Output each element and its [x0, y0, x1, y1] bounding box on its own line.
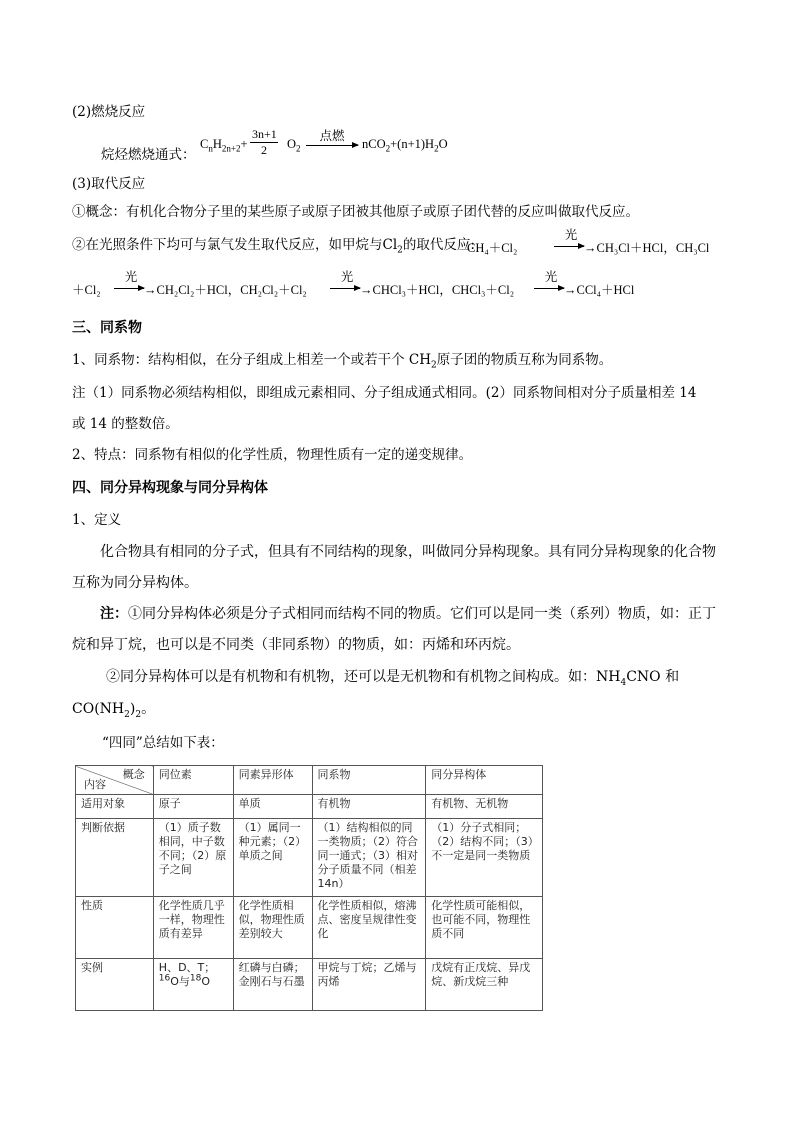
table-header: 同位素 — [153, 766, 233, 795]
rxn4-right: →CCl₄＋HCl — [564, 283, 635, 297]
rxn3-line — [330, 288, 360, 289]
table-cell: （1）属同一种元素；（2）单质之间 — [233, 819, 312, 897]
rxn3-right: →CHCl₃＋HCl，CHCl₃＋Cl₂ — [360, 283, 515, 297]
isomer-note-a1: 注：①同分异构体必须是分子式相同而结构不同的物质。它们可以是同一类（系列）物质，如：正丁 — [100, 606, 716, 622]
table-cell: （1）分子式相同；（2）结构不同；（3）不一定是同一类物质 — [426, 819, 543, 897]
table-row — [76, 819, 543, 897]
isomer-note-a2: 烷和异丁烷，也可以是不同类（非同系物）的物质，如：丙烯和环丙烷。 — [72, 637, 520, 653]
combustion-reactant: $C_nH_{2n+2}+$ — [200, 137, 248, 154]
combustion-condition: 点燃 — [319, 128, 345, 143]
table-row — [76, 897, 543, 959]
table-cell: H、D、T； $^{16}$O与$^{18}$O — [153, 959, 233, 1011]
homolog-note-2: 或 14 的整数倍。 — [72, 416, 179, 432]
table-header: 同分异构体 — [426, 766, 543, 795]
row-label: 判断依据 — [76, 819, 154, 897]
isomer-definition-1: 化合物具有相同的分子式，但具有不同结构的现象，叫做同分异构现象。具有同分异构现象的化合物 — [100, 544, 716, 560]
rxn2-line — [114, 288, 144, 289]
isomer-definition-title: 1、定义 — [72, 512, 122, 528]
table-cell: 化学性质相似，物理性质差别较大 — [233, 897, 312, 959]
rxn2-left: ＋Cl₂ — [72, 283, 101, 297]
table-cell: 化学性质几乎一样，物理性质有差异 — [153, 897, 233, 959]
substitution-intro: ②在光照条件下均可与氯气发生取代反应，如甲烷与$Cl_2$的取代反应: — [72, 237, 475, 256]
table-header: 同素异形体 — [233, 766, 312, 795]
summary-caption: “四同”总结如下表： — [102, 735, 224, 751]
rxn4-condition: 光 — [544, 269, 558, 284]
combustion-oxygen: $O_2$ — [287, 137, 301, 154]
table-cell: （1）结构相似的同一类物质；（2）符合同一通式；（3）相对分子质量不同（相差14n） — [312, 819, 426, 897]
rxn4-line — [534, 288, 564, 289]
table-row — [76, 795, 543, 819]
table-cell: 红磷与白磷；金刚石与石墨 — [233, 959, 312, 1011]
table-cell: 化学性质可能相似，也可能不同，物理性质不同 — [426, 897, 543, 959]
combustion-products: $nCO_2+(n+1)H_2O$ — [362, 137, 448, 154]
row-label: 性质 — [76, 897, 154, 959]
rxn2-condition: 光 — [124, 269, 138, 284]
table-cell: 单质 — [233, 795, 312, 819]
combustion-heading: (2)燃烧反应 — [72, 104, 146, 120]
table-cell: 原子 — [153, 795, 233, 819]
rxn3-condition: 光 — [340, 269, 354, 284]
isomer-definition-2: 互称为同分异构体。 — [72, 575, 198, 591]
substitution-concept: ①概念：有机化合物分子里的某些原子或原子团被其他原子或原子团代替的反应叫做取代反应。 — [72, 204, 639, 220]
rxn1-left: CH₄＋Cl₂ — [467, 241, 518, 255]
four-same-table — [75, 765, 543, 1011]
rxn1-right: →CH₃Cl＋HCl，CH₃Cl — [584, 241, 710, 255]
homolog-definition: 1、同系物：结构相似，在分子组成上相差一个或若干个 $CH_2$原子团的物质互称为同系物。 — [72, 352, 613, 371]
rxn1-line — [554, 246, 584, 247]
table-corner-cell: 概念 内容 — [76, 766, 154, 795]
combustion-arrow — [306, 145, 358, 146]
combustion-formula-label: 烷烃燃烧通式： — [101, 147, 196, 163]
table-cell: 甲烷与丁烷；乙烯与丙烯 — [312, 959, 426, 1011]
table-cell: 戊烷有正戊烷、异戊烷、新戊烷三种 — [426, 959, 543, 1011]
homolog-feature: 2、特点：同系物有相似的化学性质，物理性质有一定的递变规律。 — [72, 447, 473, 463]
substitution-heading: (3)取代反应 — [72, 176, 146, 192]
table-cell: 化学性质相似，熔沸点、密度呈规律性变化 — [312, 897, 426, 959]
row-label: 适用对象 — [76, 795, 154, 819]
table-cell: 有机物 — [312, 795, 426, 819]
section-homolog-title: 三、同系物 — [72, 320, 142, 336]
table-row — [76, 959, 543, 1011]
section-isomer-title: 四、同分异构现象与同分异构体 — [72, 480, 268, 496]
table-header: 同系物 — [312, 766, 426, 795]
rxn2-right: →CH₂Cl₂＋HCl，CH₂Cl₂＋Cl₂ — [144, 283, 307, 297]
table-cell: （1）质子数相同，中子数不同；（2）原子之间 — [153, 819, 233, 897]
isomer-note-b1: ②同分异构体可以是有机物和有机物，还可以是无机物和有机物之间构成。如：$NH_4CNO$ 和 — [106, 669, 680, 688]
homolog-note-1: 注（1）同系物必须结构相似，即组成元素相同、分子组成通式相同。(2）同系物间相对分子质量相差 14 — [72, 385, 697, 401]
rxn1-condition: 光 — [564, 227, 578, 242]
table-header-row — [76, 766, 543, 795]
table-cell: 有机物、无机物 — [426, 795, 543, 819]
isomer-note-b2: $CO(NH_2)_2$。 — [72, 701, 156, 720]
combustion-coefficient: $\frac{3n+1}{2}$ — [252, 127, 277, 157]
row-label: 实例 — [76, 959, 154, 1011]
